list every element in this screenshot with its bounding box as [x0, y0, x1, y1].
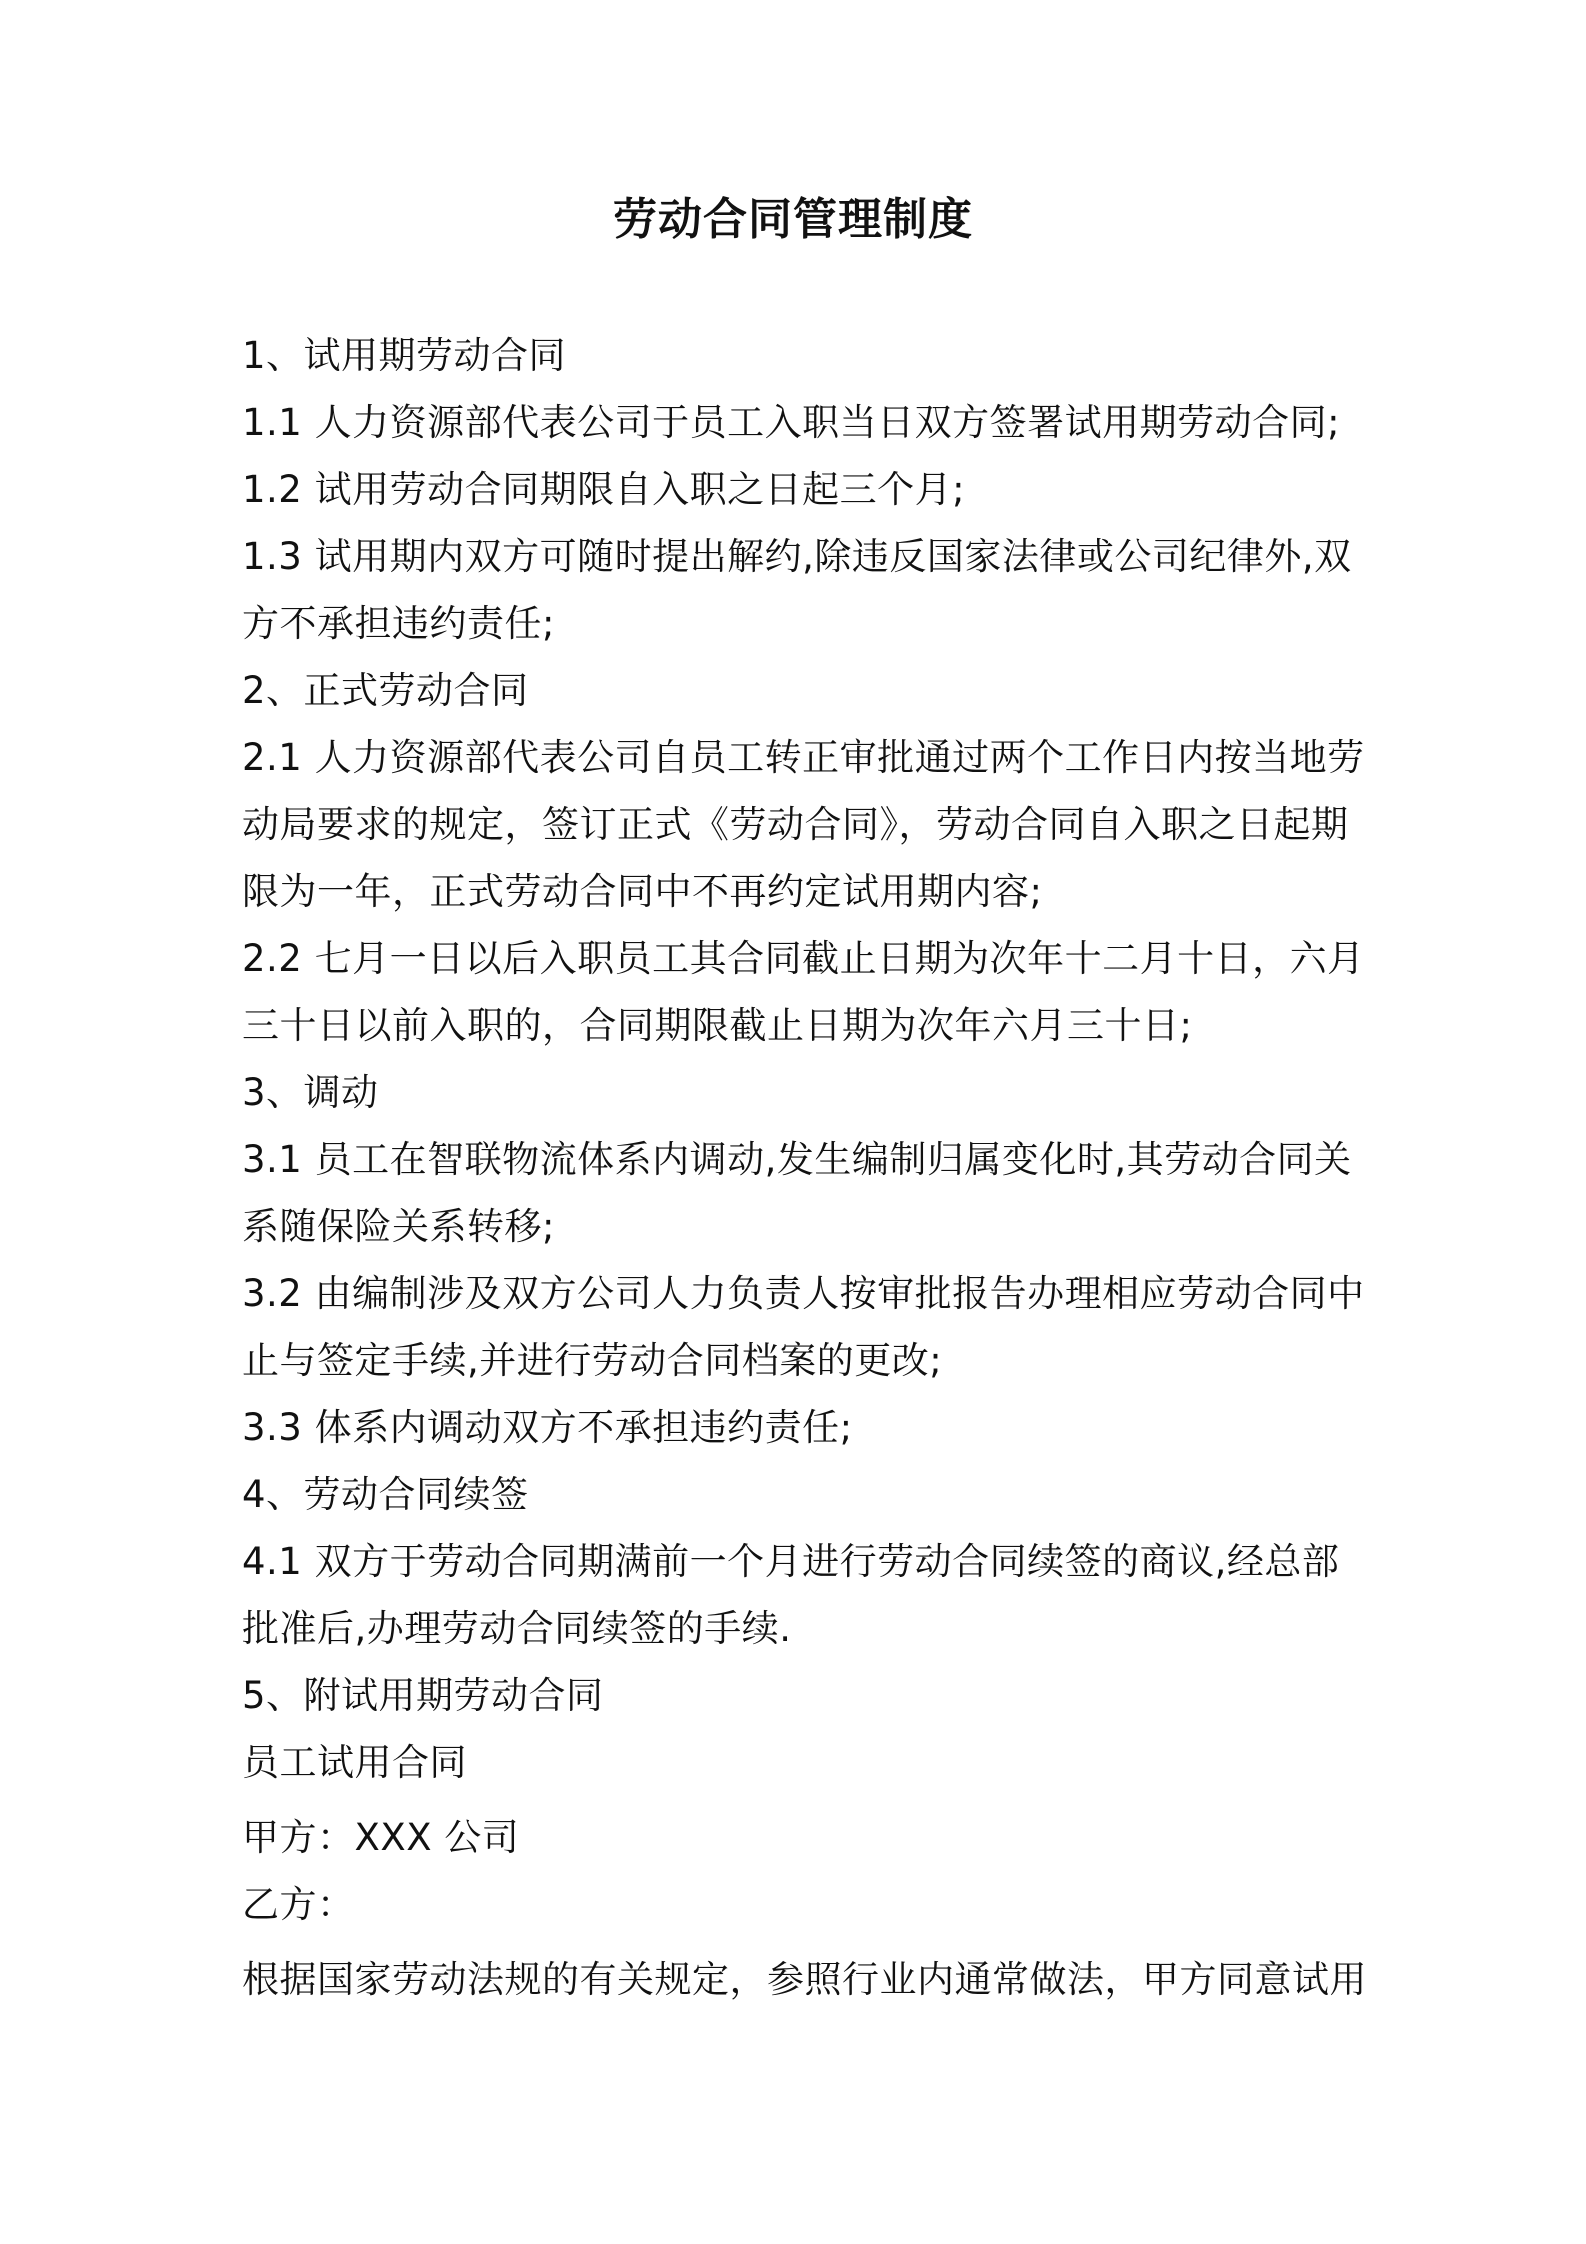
clause-1-3-line-1: 1.3 试用期内双方可随时提出解约,除违反国家法律或公司纪律外,双: [242, 535, 1352, 578]
document-title: 劳动合同管理制度: [613, 194, 973, 245]
clause-3-2-line-1: 3.2 由编制涉及双方公司人力负责人按审批报告办理相应劳动合同中: [242, 1272, 1365, 1315]
section-heading-4: 4、劳动合同续签: [242, 1473, 529, 1516]
clause-3-2-line-2: 止与签定手续,并进行劳动合同档案的更改;: [242, 1339, 943, 1382]
clause-4-1-line-1: 4.1 双方于劳动合同期满前一个月进行劳动合同续签的商议,经总部: [242, 1540, 1340, 1583]
clause-1-2: 1.2 试用劳动合同期限自入职之日起三个月;: [242, 468, 966, 511]
party-b: 乙方：: [242, 1883, 355, 1926]
clause-3-1-line-2: 系随保险关系转移;: [242, 1205, 555, 1248]
clause-3-1-line-1: 3.1 员工在智联物流体系内调动,发生编制归属变化时,其劳动合同关: [242, 1138, 1352, 1181]
section-heading-3: 3、调动: [242, 1071, 379, 1114]
clause-2-2-line-2: 三十日以前入职的，合同期限截止日期为次年六月三十日;: [242, 1004, 1193, 1047]
party-a: 甲方：XXX 公司: [242, 1816, 520, 1859]
contract-preamble: 根据国家劳动法规的有关规定，参照行业内通常做法，甲方同意试用: [242, 1958, 1367, 2001]
section-heading-2: 2、正式劳动合同: [242, 669, 529, 712]
contract-title: 员工试用合同: [242, 1741, 467, 1784]
clause-2-2-line-1: 2.2 七月一日以后入职员工其合同截止日期为次年十二月十日，六月: [242, 937, 1365, 980]
clause-1-3-line-2: 方不承担违约责任;: [242, 602, 555, 645]
clause-2-1-line-3: 限为一年，正式劳动合同中不再约定试用期内容;: [242, 870, 1043, 913]
section-heading-5: 5、附试用期劳动合同: [242, 1674, 604, 1717]
section-heading-1: 1、试用期劳动合同: [242, 334, 567, 377]
document-body: [242, 322, 1367, 2013]
clause-4-1-line-2: 批准后,办理劳动合同续签的手续.: [242, 1607, 792, 1650]
clause-3-3: 3.3 体系内调动双方不承担违约责任;: [242, 1406, 853, 1449]
clause-1-1: 1.1 人力资源部代表公司于员工入职当日双方签署试用期劳动合同;: [242, 401, 1341, 444]
clause-2-1-line-2: 动局要求的规定，签订正式《劳动合同》，劳动合同自入职之日起期: [242, 803, 1349, 846]
clause-2-1-line-1: 2.1 人力资源部代表公司自员工转正审批通过两个工作日内按当地劳: [242, 736, 1365, 779]
